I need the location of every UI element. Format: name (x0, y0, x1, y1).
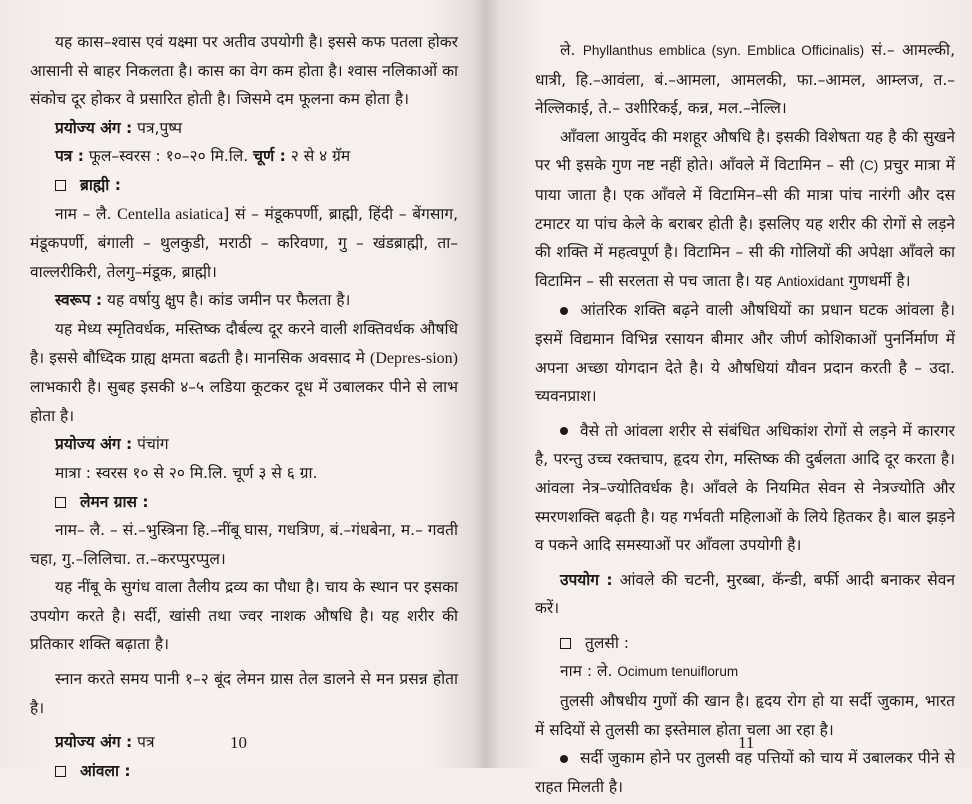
text: ले. (560, 41, 583, 59)
section-heading-tulsi (535, 629, 955, 658)
left-page (30, 28, 458, 796)
dosage (30, 142, 458, 171)
checkbox-square-icon (560, 638, 571, 649)
text: ] सं – मंडूकपर्णी, ब्राह्मी, हिंदी – बेंगसाग, मंडूकपर्णी, बंगाली – थुलकुडी, मराठी – करिवणा, गु – खंडब्राह्मी, ता– वाल्लरीकिरी, तेलगु–मंडूक, ब्राह्मी। (30, 204, 459, 281)
heading-text: लेमन ग्रास : (80, 492, 149, 511)
label: प्रयोज्य अंग : (55, 435, 133, 454)
paragraph: नाम– लै. – सं.–भुस्त्रिना हि.–नींबू घास, गधत्रिण, बं.–गंधबेना, म.– गवती चहा, गु.–लिलिचा. त.–करप्पुरप्पुल। (30, 521, 458, 568)
bullet-dot-icon (560, 427, 568, 435)
section-heading-brahmi (30, 171, 458, 200)
paragraph (535, 123, 955, 297)
label: चूर्ण : (253, 147, 286, 166)
text: लाभकारी है। सुबह इसकी ४–५ लडिया कूटकर दूध में उबालकर पीने से लाभ होता है। (30, 378, 458, 425)
value: पंचांग (132, 435, 169, 454)
value: पत्र,पुष्प (132, 118, 183, 137)
paragraph: तुलसी औषधीय गुणों की खान है। हृदय रोग हो या सर्दी जुकाम, भारत में सदियों से तुलसी का इस्तेमाल होता चला आ रहा है। (535, 692, 955, 739)
bullet-paragraph (535, 296, 955, 410)
dosage: मात्रा : स्वरस १० से २० मि.लि. चूर्ण ३ से ६ ग्रा. (55, 463, 318, 482)
latin-name: Phyllanthus emblica (syn. Emblica Officinalis) (582, 43, 865, 58)
label: उपयोग : (560, 570, 613, 589)
paragraph (30, 200, 458, 287)
text: सं.– आमल्की, धात्री, हि.–आवंला, बं.–आमला, आमलकी, फा.–आमल, आम्लज, त.– नेल्लिकाई, ते.– उशीरिकई, कन्न, मल.–नेल्लि। (535, 41, 955, 118)
bullet-dot-icon (560, 307, 568, 315)
latin-text: (C) (859, 158, 879, 174)
value: यह वर्षायु क्षुप है। कांड जमीन पर फैलता है। (102, 291, 351, 310)
usable-part (30, 430, 458, 459)
page-number: 11 (738, 733, 755, 752)
paragraph (535, 36, 955, 123)
value: पत्र (132, 733, 155, 752)
label: प्रयोज्य अंग : (55, 118, 133, 137)
right-page (535, 36, 955, 804)
text: आँवला आयुर्वेद की मशहूर औषधि है। इसकी विशेषता यह है की सुखने पर भी इसके गुण नष्ट नहीं होते। आँवले में विटामिन – सी (535, 127, 955, 175)
page-number: 10 (230, 733, 247, 752)
heading-text: ब्राह्मी : (80, 175, 121, 194)
label: पत्र : (55, 147, 84, 166)
usage (535, 566, 955, 623)
label: प्रयोज्य अंग : (55, 733, 133, 752)
checkbox-square-icon (55, 497, 66, 508)
checkbox-square-icon (55, 180, 66, 191)
bullet-paragraph (535, 417, 955, 560)
text: आंतरिक शक्ति बढ़ने वाली औषधियों का प्रधान घटक आंवला है। इसमें विद्यमान विभिन्न रसायन बीमार और जीर्ण कोशिकाओं पुनर्निर्माण में अपना अच्छा योगदान देते है। ये औषधियां यौवन प्रदान करती है – उदा. च्यवनप्राश। (535, 301, 955, 406)
paragraph (535, 657, 955, 687)
form (30, 286, 458, 315)
checkbox-square-icon (55, 766, 66, 777)
value: आंवले की चटनी, मुरब्बा, कॅन्डी, बर्फी आदी बनाकर सेवन करें। (535, 570, 955, 618)
value: फूल–स्वरस : १०–२० मि.लि. (83, 147, 254, 166)
latin-text: Antioxidant (776, 273, 844, 289)
latin-name: Ocimum tenuiflorum (617, 664, 739, 680)
value: २ से ४ ग्रॅम (285, 147, 351, 166)
text: नाम – लै. (55, 204, 118, 223)
text: नाम : ले. (560, 662, 618, 681)
heading-text: तुलसी : (585, 633, 629, 652)
bullet-dot-icon (560, 755, 568, 763)
paragraph: यह नींबू के सुगंध वाला तैलीय द्रव्य का पौधा है। चाय के स्थान पर इसका उपयोग करते है। सर्दी, खांसी तथा ज्वर नाशक औषधि है। यह शरीर की प्रतिकार शक्ति बढ़ाता है। (30, 578, 458, 654)
heading-text: आंवला : (80, 761, 131, 780)
latin-text: (Depres-sion) (370, 349, 458, 367)
label: स्वरूप : (55, 291, 103, 310)
section-heading-lemongrass (30, 488, 458, 517)
text: यह मेध्य स्मृतिवर्धक, मस्तिष्क दौर्बल्य दूर करने वाली शक्तिवर्धक औषधि है। इससे बौध्दिक ग्राह्य क्षमता बढती है। मानसिक अवसाद मे (30, 319, 458, 367)
latin-name: Centella asiatica (117, 205, 224, 223)
text: वैसे तो आंवला शरीर से संबंधित अधिकांश रोगों से लड़ने में कारगर है, परन्तु उच्च रक्तचाप, हृदय रोग, मस्तिष्क की दुर्बलता आदि दूर करता है। आंवला नेत्र–ज्योतिवर्धक है। आँवले के नियमित सेवन से नेत्रज्योति और स्मरणशक्ति बढ़ती है। यह गर्भवती महिलाओं के लिये हितकर है। बाल झड़ने व पकने आदि समस्याओं पर आँवला उपयोगी है। (535, 421, 955, 555)
text: गुणधर्मी है। (843, 271, 911, 290)
text: सर्दी जुकाम होने पर तुलसी वह पत्तियों को चाय में उबालकर पीने से राहत मिलती है। (535, 749, 955, 796)
paragraph: यह कास–श्वास एवं यक्ष्मा पर अतीव उपयोगी है। इससे कफ पतला होकर आसानी से बाहर निकलता है। कास का वेग कम होता है। श्वास नलिकाओं का संकोच दूर होकर वे प्रसारित होती है। जिसमे दम फूलना कम होता है। (30, 33, 458, 109)
text: प्रचुर मात्रा में पाया जाता है। एक आँवले में विटामिन–सी की मात्रा पांच नारंगी और दस टमाटर या पांच केले के बराबर होती है। इसलिए यह शरीर की रोगों से लड़ने की शक्ति में महत्वपूर्ण है। विटामिन – सी की गोलियों की अपेक्षा आँवले का विटामिन – सी सरलता से पच जाता है। यह (535, 156, 956, 290)
paragraph: स्नान करते समय पानी १–२ बूंद लेमन ग्रास तेल डालने से मन प्रसन्न होता है। (30, 670, 458, 717)
usable-part (30, 114, 458, 143)
paragraph (30, 315, 458, 430)
section-heading-amla (30, 757, 458, 786)
